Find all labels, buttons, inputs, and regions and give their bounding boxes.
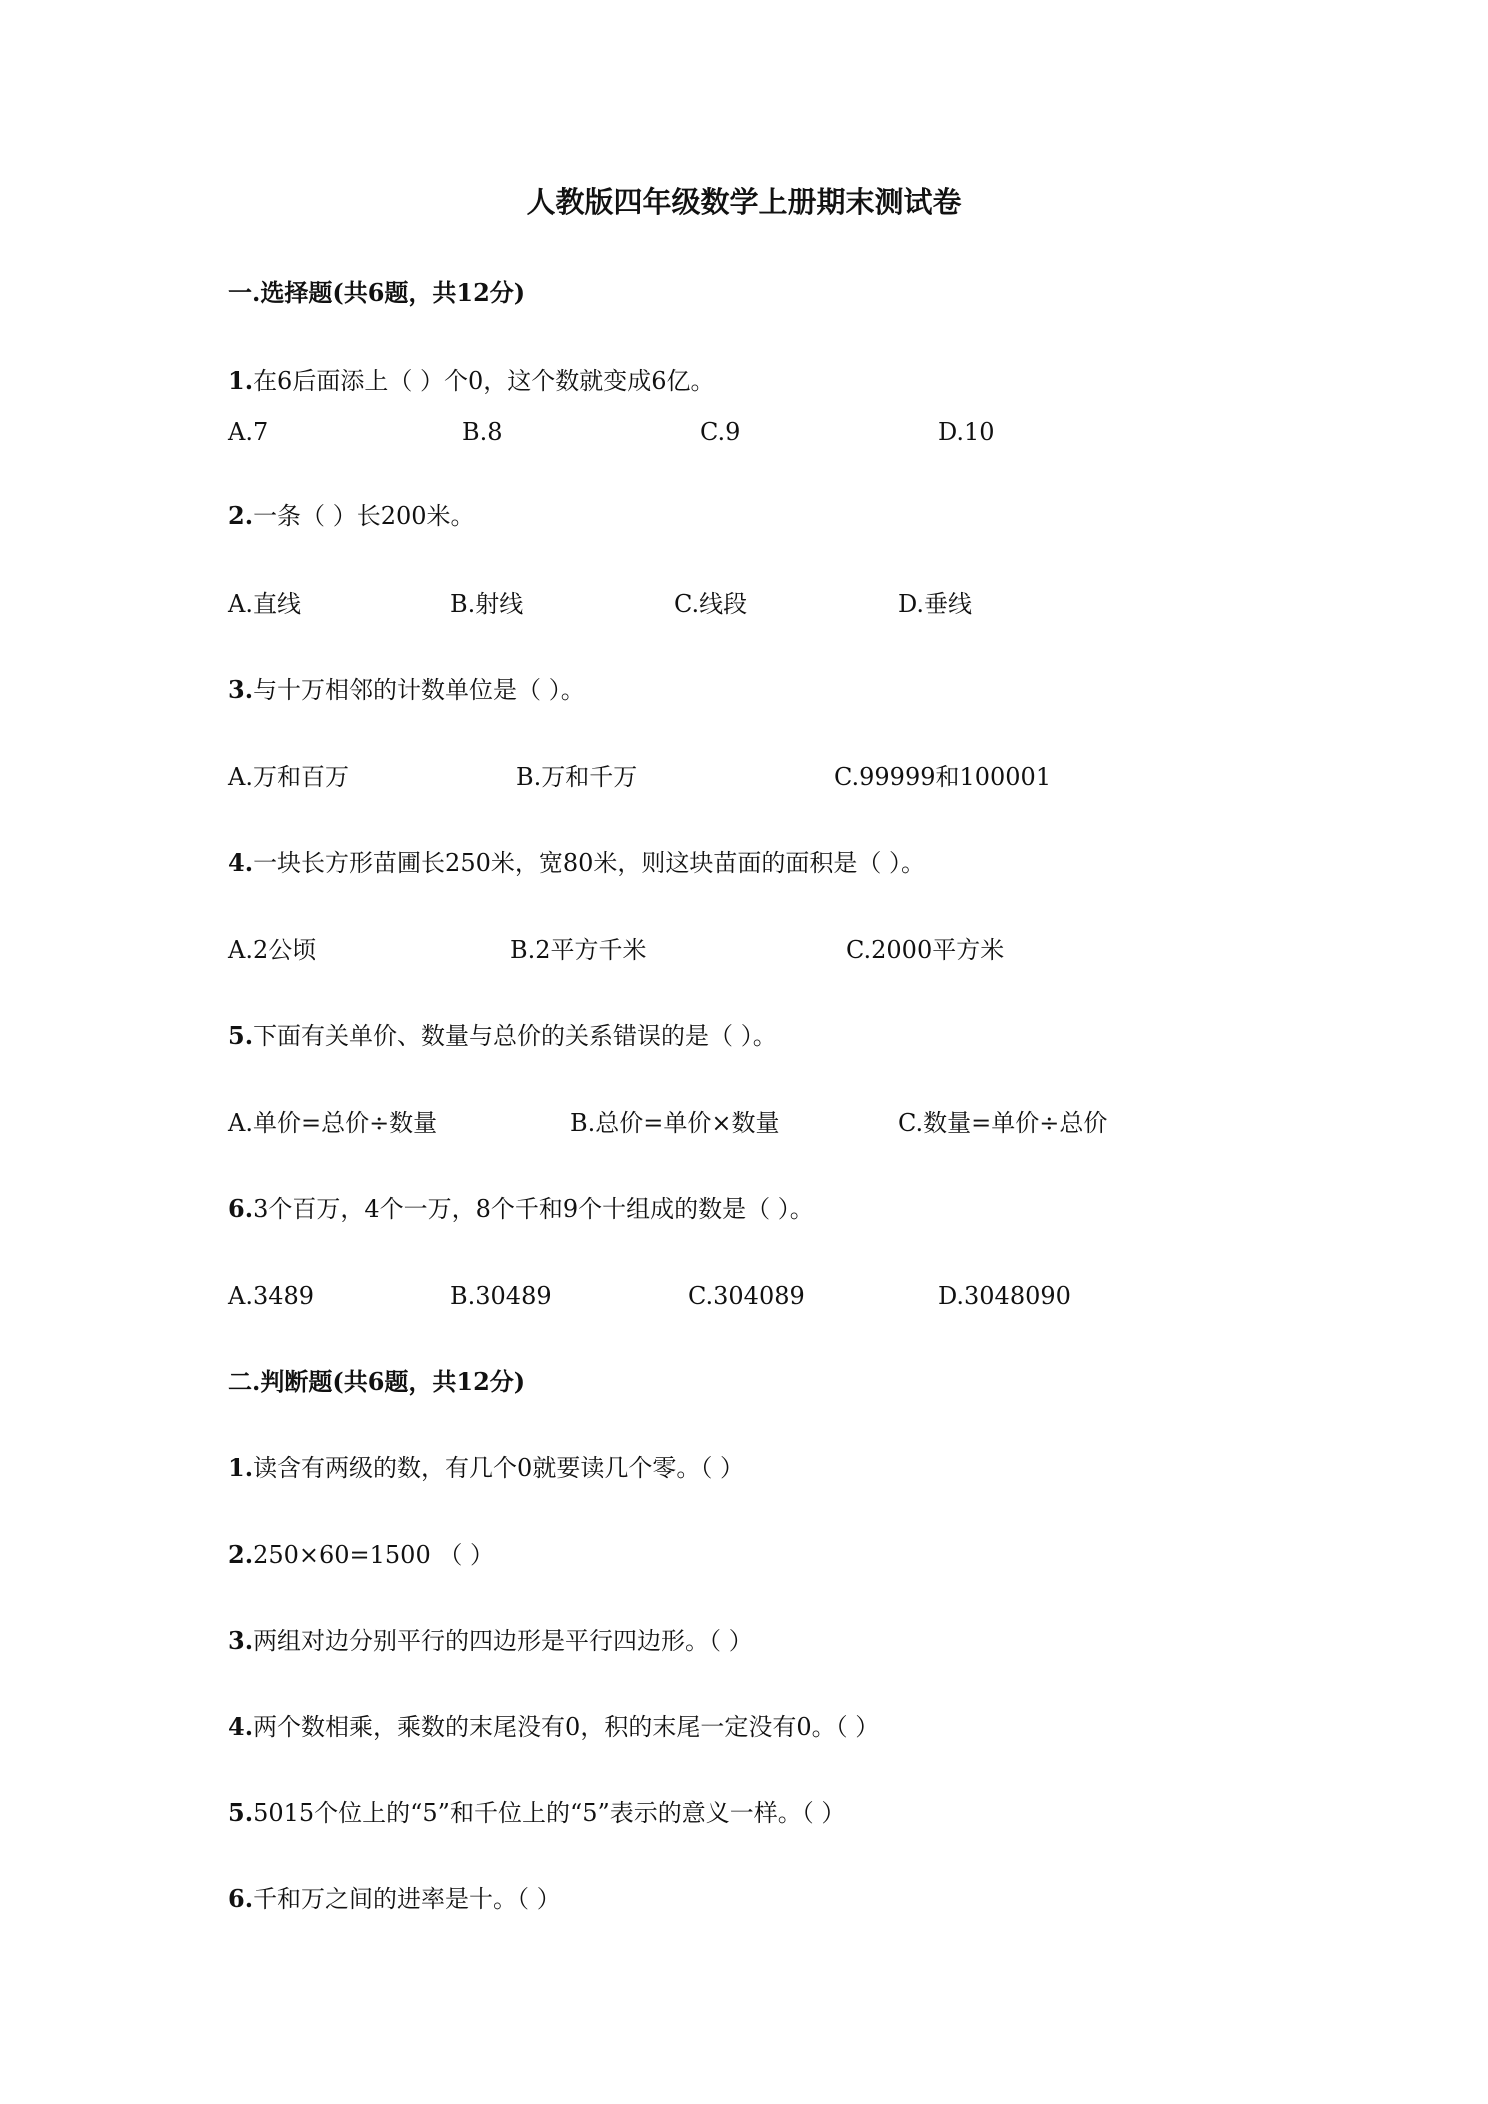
question-number: 5. [228, 1021, 254, 1050]
question-number: 1. [228, 1453, 254, 1482]
question-text: 5015个位上的“5”和千位上的“5”表示的意义一样。（ ） [253, 1799, 846, 1827]
question-text: 读含有两级的数，有几个0就要读几个零。（ ） [253, 1454, 744, 1482]
option-b: B.30489 [450, 1282, 552, 1310]
question-number: 3. [228, 1626, 254, 1655]
question-text: 在6后面添上（ ）个0，这个数就变成6亿。 [253, 367, 715, 395]
option-a: A.万和百万 [228, 763, 349, 791]
option-c: C.99999和100001 [834, 763, 1052, 791]
option-d: D.3048090 [938, 1282, 1071, 1310]
section-heading-judgement: 二.判断题(共6题，共12分) [228, 1367, 526, 1396]
question-4 [228, 848, 926, 877]
option-a: A.3489 [228, 1282, 315, 1310]
judgement-6 [228, 1884, 561, 1913]
question-number: 3. [228, 675, 254, 704]
option-b: B.射线 [450, 590, 524, 618]
option-a: A.2公顷 [228, 936, 317, 964]
section-heading-choice: 一.选择题(共6题，共12分) [228, 278, 526, 307]
question-text: 两个数相乘，乘数的末尾没有0，积的末尾一定没有0。（ ） [253, 1713, 880, 1741]
question-number: 2. [228, 1540, 254, 1569]
page-title: 人教版四年级数学上册期末测试卷 [526, 185, 962, 219]
question-5 [228, 1021, 777, 1050]
option-a: A.7 [228, 418, 269, 446]
option-c: C.2000平方米 [846, 936, 1005, 964]
question-text: 与十万相邻的计数单位是（ ）。 [253, 676, 585, 704]
judgement-3 [228, 1626, 753, 1655]
option-a: A.直线 [228, 590, 301, 618]
question-number: 2. [228, 501, 254, 530]
option-a: A.单价=总价÷数量 [228, 1109, 438, 1137]
question-number: 6. [228, 1194, 254, 1223]
question-text: 千和万之间的进率是十。（ ） [253, 1885, 561, 1913]
judgement-2 [228, 1540, 494, 1569]
judgement-5 [228, 1798, 846, 1827]
question-text: 250×60=1500 （ ） [253, 1541, 494, 1569]
question-text: 3个百万，4个一万，8个千和9个十组成的数是（ ）。 [253, 1195, 814, 1223]
option-d: D.垂线 [898, 590, 973, 618]
question-1 [228, 366, 715, 395]
question-3 [228, 675, 585, 704]
option-d: D.10 [938, 418, 995, 446]
option-c: C.数量=单价÷总价 [898, 1109, 1108, 1137]
option-c: C.304089 [688, 1282, 805, 1310]
question-text: 两组对边分别平行的四边形是平行四边形。（ ） [253, 1627, 753, 1655]
option-c: C.线段 [674, 590, 748, 618]
question-text: 下面有关单价、数量与总价的关系错误的是（ ）。 [253, 1022, 777, 1050]
option-b: B.2平方千米 [510, 936, 647, 964]
option-b: B.8 [462, 418, 503, 446]
judgement-4 [228, 1712, 880, 1741]
question-text: 一块长方形苗圃长250米，宽80米，则这块苗面的面积是（ ）。 [253, 849, 926, 877]
question-number: 4. [228, 848, 254, 877]
question-6 [228, 1194, 814, 1223]
question-number: 1. [228, 366, 254, 395]
question-number: 4. [228, 1712, 254, 1741]
option-b: B.总价=单价×数量 [570, 1109, 780, 1137]
question-text: 一条（ ）长200米。 [253, 502, 475, 530]
option-b: B.万和千万 [516, 763, 638, 791]
judgement-1 [228, 1453, 744, 1482]
option-c: C.9 [700, 418, 741, 446]
question-2 [228, 501, 475, 530]
question-number: 5. [228, 1798, 254, 1827]
question-number: 6. [228, 1884, 254, 1913]
